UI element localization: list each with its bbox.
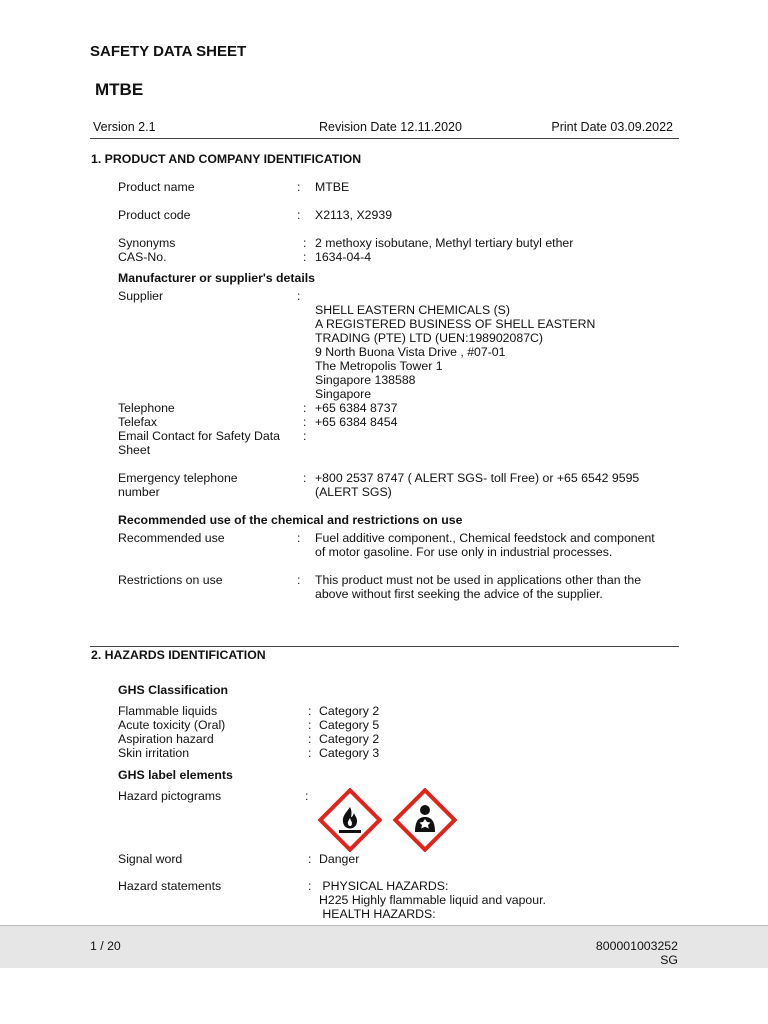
document-title: SAFETY DATA SHEET: [90, 43, 247, 60]
colon: :: [303, 401, 307, 415]
classification-label: Flammable liquids: [118, 704, 218, 718]
pictograms-label: Hazard pictograms: [118, 789, 222, 803]
colon: :: [297, 531, 301, 545]
colon: :: [308, 879, 312, 893]
colon: :: [297, 208, 301, 222]
classification-value: Category 2: [319, 704, 380, 718]
email-label-cont: Sheet: [118, 443, 151, 457]
supplier-line: Singapore 138588: [315, 373, 416, 387]
colon: :: [297, 573, 301, 587]
health-hazard-icon: [393, 788, 457, 852]
classification-value: Category 2: [319, 732, 380, 746]
cas-label: CAS-No.: [118, 250, 167, 264]
manufacturer-heading: Manufacturer or supplier's details: [118, 271, 315, 285]
synonyms-label: Synonyms: [118, 236, 176, 250]
classification-label: Aspiration hazard: [118, 732, 214, 746]
supplier-line: Singapore: [315, 387, 372, 401]
colon: :: [308, 704, 312, 718]
colon: :: [308, 852, 312, 866]
restrictions-label: Restrictions on use: [118, 573, 223, 587]
supplier-label: Supplier: [118, 289, 164, 303]
product-code-value: X2113, X2939: [315, 208, 393, 222]
header-rule: [90, 138, 679, 139]
classification-value: Category 3: [319, 746, 380, 760]
section2-heading: 2. HAZARDS IDENTIFICATION: [91, 648, 266, 662]
recommended-use-label: Recommended use: [118, 531, 225, 545]
print-date: Print Date 03.09.2022: [551, 120, 673, 134]
page-number: 1 / 20: [90, 939, 121, 953]
footer-doc-info: [596, 939, 678, 967]
recommended-heading: Recommended use of the chemical and restrictions on use: [118, 513, 463, 527]
signal-word-label: Signal word: [118, 852, 183, 866]
telefax-label: Telefax: [118, 415, 157, 429]
page-footer: [0, 925, 768, 968]
hazard-statement-line: PHYSICAL HAZARDS:: [319, 879, 449, 893]
colon: :: [297, 180, 301, 194]
emergency-value: +800 2537 8747 ( ALERT SGS- toll Free) or +65 6542 9595: [315, 471, 640, 485]
recommended-use-value-cont: of motor gasoline. For use only in industrial processes.: [315, 545, 613, 559]
supplier-line: TRADING (PTE) LTD (UEN:198902087C): [315, 331, 544, 345]
supplier-line: 9 North Buona Vista Drive , #07-01: [315, 345, 506, 359]
email-label: Email Contact for Safety Data: [118, 429, 280, 443]
emergency-label: Emergency telephone: [118, 471, 238, 485]
section2-rule: [90, 646, 679, 647]
telephone-value: +65 6384 8737: [315, 401, 398, 415]
flame-icon: [318, 788, 382, 852]
supplier-line: The Metropolis Tower 1: [315, 359, 443, 373]
telefax-value: +65 6384 8454: [315, 415, 398, 429]
hazard-statement-line: HEALTH HAZARDS:: [319, 907, 436, 921]
emergency-label-cont: number: [118, 485, 160, 499]
product-name-label: Product name: [118, 180, 195, 194]
cas-value: 1634-04-4: [315, 250, 372, 264]
product-title: MTBE: [95, 80, 144, 99]
restrictions-value-cont: above without first seeking the advice of the supplier.: [315, 587, 603, 601]
region-code: SG: [660, 953, 678, 967]
colon: :: [303, 471, 307, 485]
colon: :: [297, 289, 301, 303]
synonyms-value: 2 methoxy isobutane, Methyl tertiary butyl ether: [315, 236, 574, 250]
colon: :: [303, 415, 307, 429]
classification-value: Category 5: [319, 718, 380, 732]
colon: :: [308, 746, 312, 760]
product-code-label: Product code: [118, 208, 191, 222]
ghs-classification-heading: GHS Classification: [118, 683, 229, 697]
colon: :: [308, 732, 312, 746]
hazard-statements-label: Hazard statements: [118, 879, 222, 893]
label-elements-heading: GHS label elements: [118, 768, 233, 782]
supplier-line: A REGISTERED BUSINESS OF SHELL EASTERN: [315, 317, 596, 331]
restrictions-value: This product must not be used in applications other than the: [315, 573, 642, 587]
product-name-value: MTBE: [315, 180, 350, 194]
section1-heading: 1. PRODUCT AND COMPANY IDENTIFICATION: [91, 152, 362, 166]
revision-date: Revision Date 12.11.2020: [319, 120, 462, 134]
classification-label: Skin irritation: [118, 746, 190, 760]
version: Version 2.1: [93, 120, 156, 134]
emergency-value-cont: (ALERT SGS): [315, 485, 392, 499]
supplier-line: SHELL EASTERN CHEMICALS (S): [315, 303, 510, 317]
telephone-label: Telephone: [118, 401, 175, 415]
colon: :: [305, 789, 309, 803]
hazard-statement-line: H225 Highly flammable liquid and vapour.: [319, 893, 546, 907]
classification-label: Acute toxicity (Oral): [118, 718, 226, 732]
colon: :: [303, 236, 307, 250]
colon: :: [308, 718, 312, 732]
colon: :: [303, 250, 307, 264]
recommended-use-value: Fuel additive component., Chemical feedstock and component: [315, 531, 655, 545]
signal-word-value: Danger: [319, 852, 360, 866]
colon: :: [303, 429, 307, 443]
document-number: 800001003252: [595, 939, 678, 953]
